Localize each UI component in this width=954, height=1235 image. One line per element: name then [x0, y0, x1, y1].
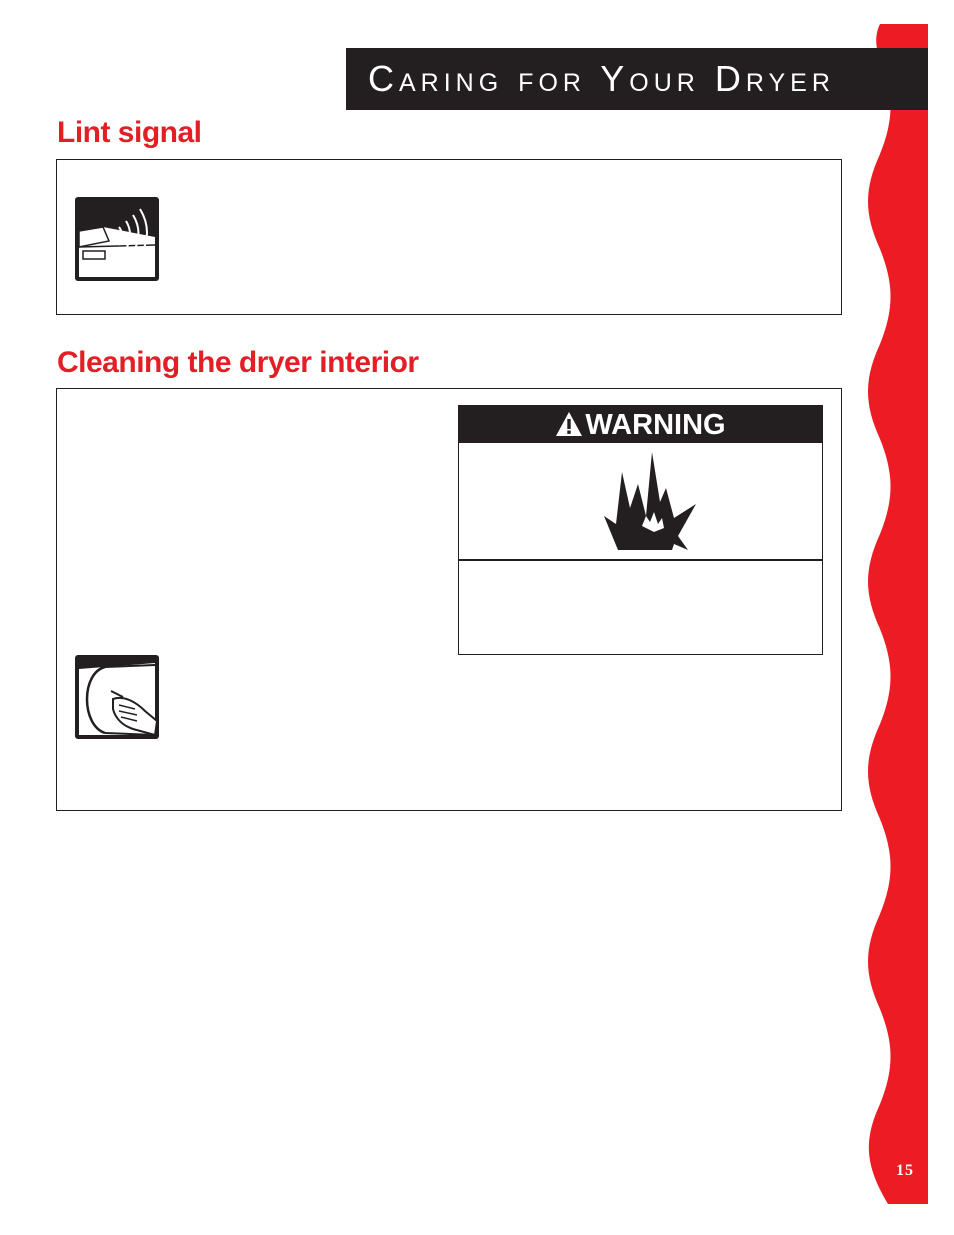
page-title: Caring for Your Dryer — [368, 58, 835, 99]
explosion-hazard-icon — [596, 450, 706, 554]
page-number: 15 — [896, 1162, 914, 1179]
lint-signal-box — [56, 159, 842, 315]
lint-signal-heading: Lint signal — [57, 116, 202, 149]
warning-header — [459, 406, 822, 443]
cleaning-interior-heading: Cleaning the dryer interior — [57, 346, 419, 379]
red-wavy-edge — [860, 24, 928, 1204]
warning-panel — [458, 405, 823, 655]
page-title-bar — [346, 48, 928, 110]
lint-signal-icon — [75, 197, 159, 281]
warning-label: WARNING — [585, 409, 726, 441]
warning-triangle-icon — [555, 411, 583, 437]
wipe-drum-icon — [75, 655, 159, 739]
warning-divider — [459, 559, 822, 561]
